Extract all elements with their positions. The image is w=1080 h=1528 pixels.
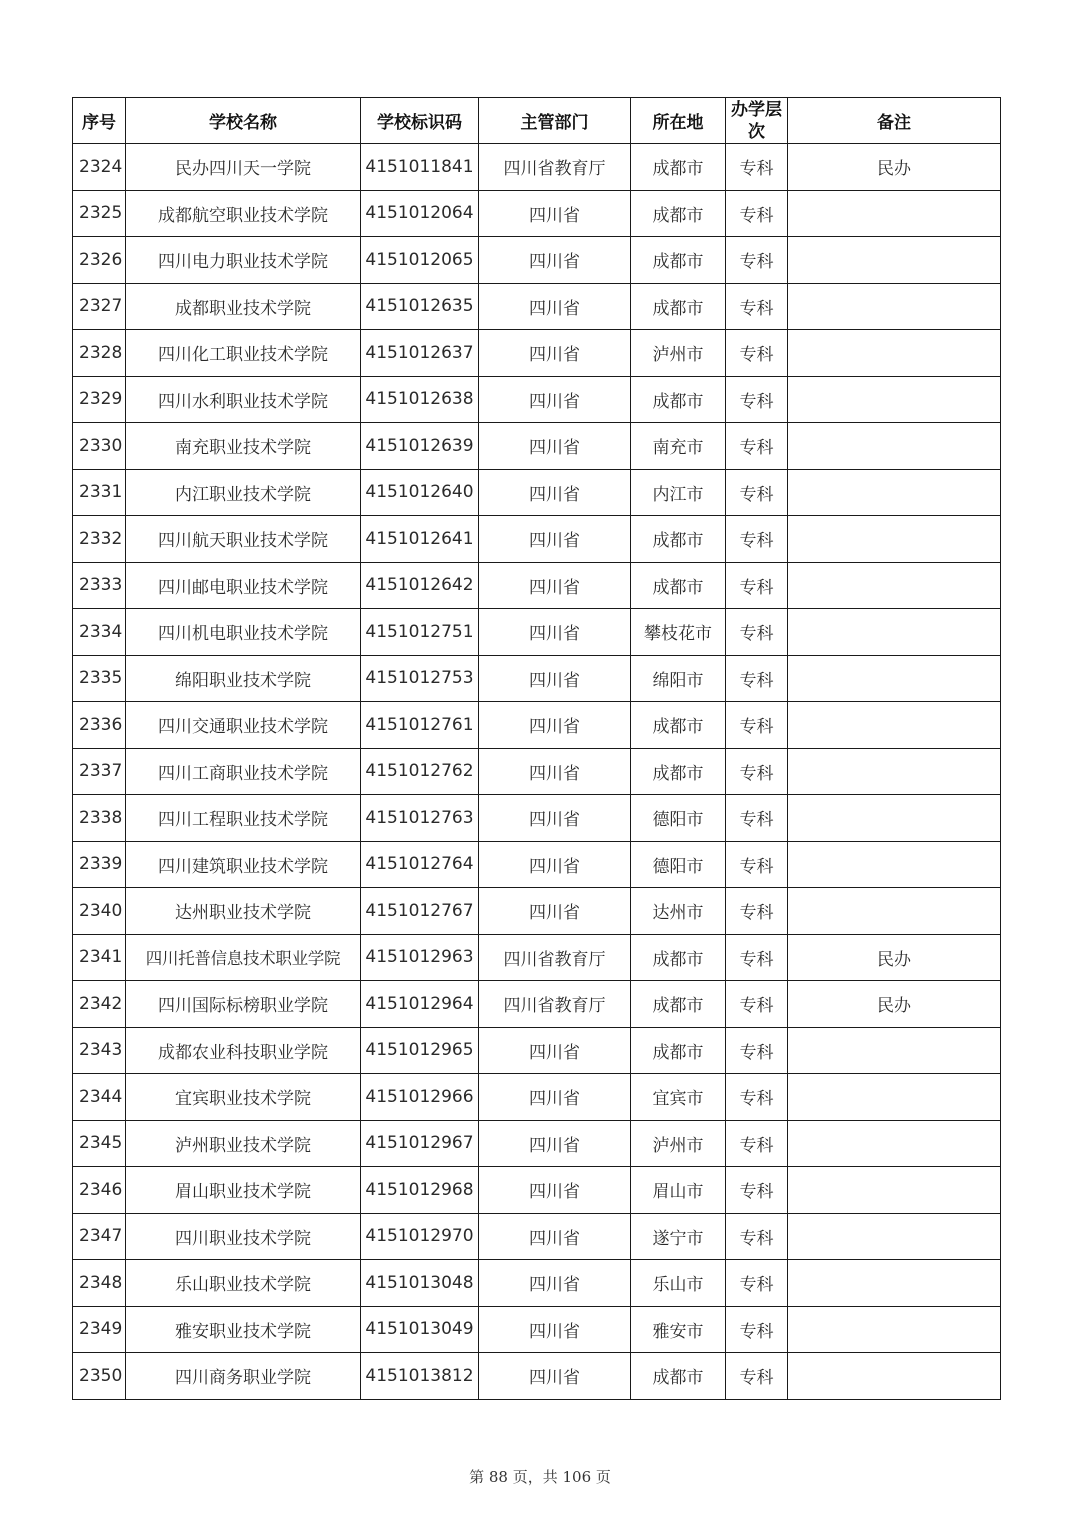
- cell-school-code: 4151012751: [361, 609, 479, 656]
- cell-level: 专科: [726, 702, 788, 749]
- cell-seq: 2332: [73, 516, 126, 563]
- cell-school-name: 四川交通职业技术学院: [126, 702, 361, 749]
- cell-seq: 2344: [73, 1074, 126, 1121]
- header-department: 主管部门: [479, 98, 631, 144]
- cell-location: 乐山市: [631, 1260, 726, 1307]
- cell-level: 专科: [726, 1353, 788, 1400]
- cell-school-code: 4151012640: [361, 469, 479, 516]
- cell-note: 民办: [788, 981, 1001, 1028]
- cell-department: 四川省: [479, 330, 631, 377]
- table-row: [73, 748, 1001, 795]
- cell-school-name: 四川托普信息技术职业学院: [126, 934, 361, 981]
- cell-level: 专科: [726, 981, 788, 1028]
- cell-department: 四川省: [479, 795, 631, 842]
- cell-department: 四川省: [479, 469, 631, 516]
- cell-location: 南充市: [631, 423, 726, 470]
- cell-note: [788, 469, 1001, 516]
- cell-location: 成都市: [631, 934, 726, 981]
- cell-location: 成都市: [631, 516, 726, 563]
- cell-school-name: 四川电力职业技术学院: [126, 237, 361, 284]
- cell-school-name: 成都航空职业技术学院: [126, 190, 361, 237]
- cell-note: [788, 376, 1001, 423]
- table-row: [73, 609, 1001, 656]
- table-row: [73, 1213, 1001, 1260]
- cell-seq: 2331: [73, 469, 126, 516]
- cell-department: 四川省: [479, 748, 631, 795]
- cell-department: 四川省: [479, 237, 631, 284]
- cell-level: 专科: [726, 748, 788, 795]
- cell-level: 专科: [726, 423, 788, 470]
- cell-seq: 2345: [73, 1120, 126, 1167]
- table-row: [73, 1306, 1001, 1353]
- table-row: [73, 1353, 1001, 1400]
- table-row: [73, 1167, 1001, 1214]
- cell-school-code: 4151012638: [361, 376, 479, 423]
- cell-school-code: 4151012967: [361, 1120, 479, 1167]
- cell-level: 专科: [726, 144, 788, 191]
- cell-seq: 2347: [73, 1213, 126, 1260]
- cell-school-name: 四川工商职业技术学院: [126, 748, 361, 795]
- cell-location: 绵阳市: [631, 655, 726, 702]
- cell-department: 四川省: [479, 1353, 631, 1400]
- cell-school-name: 达州职业技术学院: [126, 888, 361, 935]
- cell-location: 德阳市: [631, 841, 726, 888]
- cell-department: 四川省: [479, 1306, 631, 1353]
- cell-note: [788, 702, 1001, 749]
- table-row: [73, 330, 1001, 377]
- cell-school-code: 4151012639: [361, 423, 479, 470]
- cell-seq: 2342: [73, 981, 126, 1028]
- cell-note: [788, 1167, 1001, 1214]
- cell-school-name: 眉山职业技术学院: [126, 1167, 361, 1214]
- table-row: [73, 1120, 1001, 1167]
- cell-department: 四川省教育厅: [479, 981, 631, 1028]
- page-footer: 第 88 页，共 106 页: [469, 1468, 611, 1486]
- table-row: [73, 795, 1001, 842]
- cell-school-name: 四川建筑职业技术学院: [126, 841, 361, 888]
- cell-note: 民办: [788, 934, 1001, 981]
- cell-level: 专科: [726, 795, 788, 842]
- cell-seq: 2326: [73, 237, 126, 284]
- cell-level: 专科: [726, 888, 788, 935]
- cell-school-name: 乐山职业技术学院: [126, 1260, 361, 1307]
- cell-location: 成都市: [631, 283, 726, 330]
- cell-school-code: 4151012762: [361, 748, 479, 795]
- cell-school-name: 民办四川天一学院: [126, 144, 361, 191]
- table-row: [73, 376, 1001, 423]
- cell-level: 专科: [726, 237, 788, 284]
- cell-school-code: 4151013049: [361, 1306, 479, 1353]
- cell-location: 成都市: [631, 190, 726, 237]
- cell-seq: 2341: [73, 934, 126, 981]
- cell-school-code: 4151012642: [361, 562, 479, 609]
- cell-school-code: 4151013048: [361, 1260, 479, 1307]
- cell-level: 专科: [726, 655, 788, 702]
- cell-department: 四川省: [479, 562, 631, 609]
- cell-school-name: 四川工程职业技术学院: [126, 795, 361, 842]
- table-row: [73, 237, 1001, 284]
- cell-school-code: 4151013812: [361, 1353, 479, 1400]
- table-row: [73, 841, 1001, 888]
- cell-school-code: 4151012767: [361, 888, 479, 935]
- table-row: [73, 934, 1001, 981]
- cell-note: [788, 330, 1001, 377]
- cell-seq: 2338: [73, 795, 126, 842]
- cell-school-name: 雅安职业技术学院: [126, 1306, 361, 1353]
- cell-department: 四川省: [479, 1167, 631, 1214]
- cell-school-name: 四川机电职业技术学院: [126, 609, 361, 656]
- cell-school-code: 4151012065: [361, 237, 479, 284]
- cell-location: 成都市: [631, 376, 726, 423]
- cell-school-code: 4151012968: [361, 1167, 479, 1214]
- header-seq: 序号: [73, 98, 126, 144]
- cell-note: [788, 1306, 1001, 1353]
- table-row: [73, 702, 1001, 749]
- cell-note: [788, 283, 1001, 330]
- cell-seq: 2350: [73, 1353, 126, 1400]
- cell-note: [788, 888, 1001, 935]
- table-header: [73, 98, 1001, 144]
- cell-note: [788, 423, 1001, 470]
- cell-seq: 2339: [73, 841, 126, 888]
- cell-note: [788, 841, 1001, 888]
- cell-department: 四川省: [479, 1027, 631, 1074]
- cell-seq: 2349: [73, 1306, 126, 1353]
- header-school-name: 学校名称: [126, 98, 361, 144]
- cell-location: 泸州市: [631, 330, 726, 377]
- cell-note: [788, 655, 1001, 702]
- cell-seq: 2346: [73, 1167, 126, 1214]
- cell-level: 专科: [726, 1074, 788, 1121]
- cell-school-code: 4151012966: [361, 1074, 479, 1121]
- cell-school-name: 四川航天职业技术学院: [126, 516, 361, 563]
- header-row: [73, 98, 1001, 144]
- cell-level: 专科: [726, 376, 788, 423]
- cell-school-name: 南充职业技术学院: [126, 423, 361, 470]
- cell-note: [788, 516, 1001, 563]
- cell-note: [788, 1260, 1001, 1307]
- cell-level: 专科: [726, 841, 788, 888]
- cell-school-code: 4151012763: [361, 795, 479, 842]
- cell-note: [788, 748, 1001, 795]
- school-list-table: [72, 97, 1001, 1400]
- cell-school-name: 成都职业技术学院: [126, 283, 361, 330]
- table-row: [73, 1260, 1001, 1307]
- cell-school-code: 4151012965: [361, 1027, 479, 1074]
- cell-location: 宜宾市: [631, 1074, 726, 1121]
- cell-location: 成都市: [631, 237, 726, 284]
- cell-location: 眉山市: [631, 1167, 726, 1214]
- cell-school-code: 4151012764: [361, 841, 479, 888]
- header-school-code: 学校标识码: [361, 98, 479, 144]
- cell-level: 专科: [726, 1120, 788, 1167]
- cell-seq: 2325: [73, 190, 126, 237]
- cell-level: 专科: [726, 516, 788, 563]
- cell-level: 专科: [726, 330, 788, 377]
- cell-level: 专科: [726, 1213, 788, 1260]
- cell-seq: 2333: [73, 562, 126, 609]
- cell-department: 四川省: [479, 1074, 631, 1121]
- cell-school-name: 内江职业技术学院: [126, 469, 361, 516]
- cell-department: 四川省: [479, 190, 631, 237]
- cell-location: 遂宁市: [631, 1213, 726, 1260]
- cell-seq: 2336: [73, 702, 126, 749]
- cell-level: 专科: [726, 1306, 788, 1353]
- table-row: [73, 144, 1001, 191]
- cell-level: 专科: [726, 1260, 788, 1307]
- table-row: [73, 190, 1001, 237]
- cell-note: [788, 1213, 1001, 1260]
- cell-school-name: 四川国际标榜职业学院: [126, 981, 361, 1028]
- table-row: [73, 1027, 1001, 1074]
- cell-seq: 2330: [73, 423, 126, 470]
- cell-seq: 2334: [73, 609, 126, 656]
- cell-location: 达州市: [631, 888, 726, 935]
- cell-department: 四川省: [479, 1120, 631, 1167]
- cell-level: 专科: [726, 283, 788, 330]
- cell-department: 四川省: [479, 609, 631, 656]
- cell-department: 四川省教育厅: [479, 144, 631, 191]
- cell-seq: 2337: [73, 748, 126, 795]
- cell-location: 成都市: [631, 144, 726, 191]
- cell-seq: 2343: [73, 1027, 126, 1074]
- cell-school-code: 4151011841: [361, 144, 479, 191]
- cell-school-name: 绵阳职业技术学院: [126, 655, 361, 702]
- cell-department: 四川省: [479, 841, 631, 888]
- cell-school-name: 泸州职业技术学院: [126, 1120, 361, 1167]
- cell-note: [788, 1027, 1001, 1074]
- cell-school-name: 四川水利职业技术学院: [126, 376, 361, 423]
- cell-school-name: 成都农业科技职业学院: [126, 1027, 361, 1074]
- cell-level: 专科: [726, 1167, 788, 1214]
- cell-school-code: 4151012641: [361, 516, 479, 563]
- cell-school-code: 4151012064: [361, 190, 479, 237]
- cell-note: [788, 190, 1001, 237]
- cell-location: 成都市: [631, 1353, 726, 1400]
- cell-seq: 2329: [73, 376, 126, 423]
- cell-school-code: 4151012637: [361, 330, 479, 377]
- cell-seq: 2335: [73, 655, 126, 702]
- cell-level: 专科: [726, 562, 788, 609]
- cell-seq: 2324: [73, 144, 126, 191]
- cell-department: 四川省: [479, 283, 631, 330]
- cell-department: 四川省: [479, 888, 631, 935]
- cell-location: 成都市: [631, 981, 726, 1028]
- cell-department: 四川省: [479, 376, 631, 423]
- cell-seq: 2328: [73, 330, 126, 377]
- cell-note: [788, 1353, 1001, 1400]
- cell-location: 成都市: [631, 1027, 726, 1074]
- header-location: 所在地: [631, 98, 726, 144]
- cell-location: 成都市: [631, 702, 726, 749]
- cell-school-code: 4151012635: [361, 283, 479, 330]
- table-row: [73, 888, 1001, 935]
- cell-department: 四川省教育厅: [479, 934, 631, 981]
- cell-location: 泸州市: [631, 1120, 726, 1167]
- cell-seq: 2348: [73, 1260, 126, 1307]
- table-row: [73, 469, 1001, 516]
- cell-department: 四川省: [479, 655, 631, 702]
- cell-note: [788, 1074, 1001, 1121]
- table-row: [73, 1074, 1001, 1121]
- cell-note: [788, 1120, 1001, 1167]
- cell-department: 四川省: [479, 423, 631, 470]
- header-note: 备注: [788, 98, 1001, 144]
- cell-school-code: 4151012970: [361, 1213, 479, 1260]
- cell-department: 四川省: [479, 1213, 631, 1260]
- cell-seq: 2340: [73, 888, 126, 935]
- cell-school-code: 4151012761: [361, 702, 479, 749]
- cell-level: 专科: [726, 609, 788, 656]
- cell-school-code: 4151012753: [361, 655, 479, 702]
- cell-department: 四川省: [479, 516, 631, 563]
- cell-location: 内江市: [631, 469, 726, 516]
- cell-location: 攀枝花市: [631, 609, 726, 656]
- cell-department: 四川省: [479, 1260, 631, 1307]
- cell-department: 四川省: [479, 702, 631, 749]
- cell-note: [788, 609, 1001, 656]
- cell-level: 专科: [726, 469, 788, 516]
- cell-location: 成都市: [631, 748, 726, 795]
- cell-level: 专科: [726, 190, 788, 237]
- table-row: [73, 981, 1001, 1028]
- table-row: [73, 655, 1001, 702]
- cell-location: 雅安市: [631, 1306, 726, 1353]
- table-row: [73, 562, 1001, 609]
- cell-school-name: 四川邮电职业技术学院: [126, 562, 361, 609]
- cell-school-name: 四川化工职业技术学院: [126, 330, 361, 377]
- header-level: 办学层次: [726, 98, 788, 144]
- cell-school-name: 宜宾职业技术学院: [126, 1074, 361, 1121]
- table-row: [73, 283, 1001, 330]
- table-row: [73, 423, 1001, 470]
- cell-school-code: 4151012963: [361, 934, 479, 981]
- cell-school-name: 四川商务职业学院: [126, 1353, 361, 1400]
- cell-location: 成都市: [631, 562, 726, 609]
- cell-level: 专科: [726, 934, 788, 981]
- table-row: [73, 516, 1001, 563]
- cell-note: [788, 795, 1001, 842]
- cell-location: 德阳市: [631, 795, 726, 842]
- cell-note: 民办: [788, 144, 1001, 191]
- cell-school-code: 4151012964: [361, 981, 479, 1028]
- cell-level: 专科: [726, 1027, 788, 1074]
- table-body: [73, 144, 1001, 1400]
- cell-seq: 2327: [73, 283, 126, 330]
- cell-note: [788, 237, 1001, 284]
- cell-note: [788, 562, 1001, 609]
- cell-school-name: 四川职业技术学院: [126, 1213, 361, 1260]
